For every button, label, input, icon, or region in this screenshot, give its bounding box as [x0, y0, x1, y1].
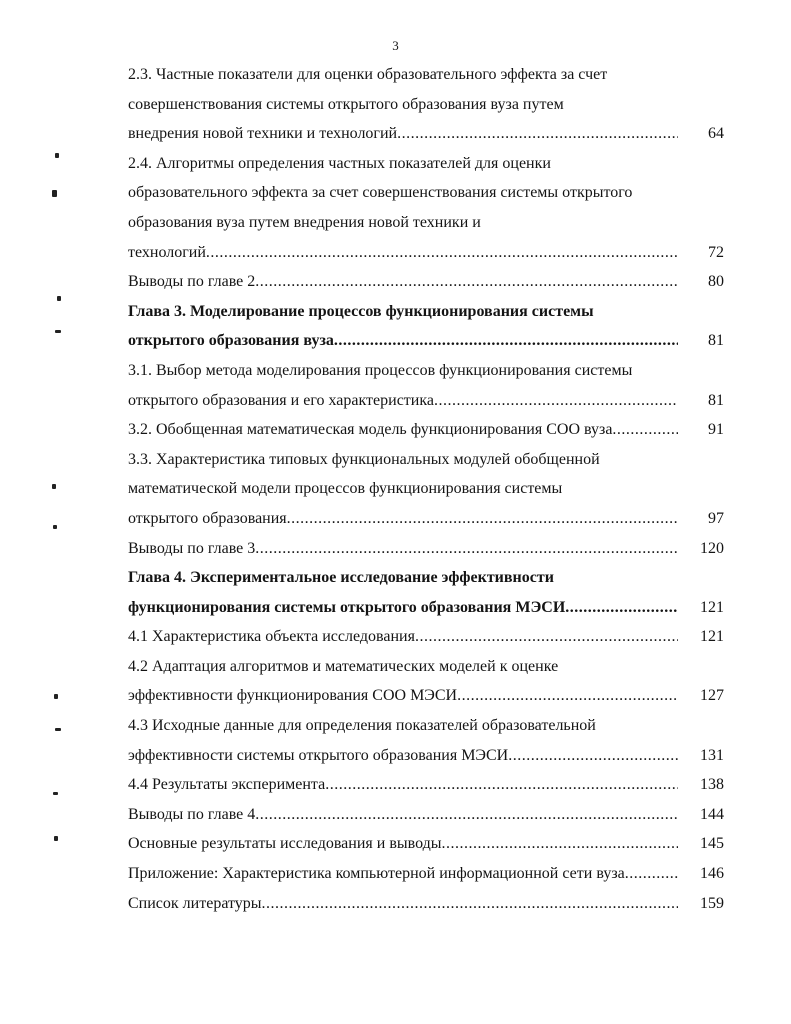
scan-artifact — [54, 836, 58, 841]
toc-entry-last-line — [128, 593, 724, 623]
toc-entry-title: эффективности функционирования СОО МЭСИ — [128, 687, 458, 705]
toc-entry-line: математической модели процессов функционирования системы — [128, 480, 563, 498]
toc-entry-line: Глава 3. Моделирование процессов функционирования системы — [128, 302, 594, 320]
toc-entry — [128, 889, 724, 919]
toc-entry — [128, 445, 724, 534]
toc-entry-title: 3.2. Обобщенная математическая модель функционирования СОО вуза — [128, 421, 613, 439]
toc-entry-line: Глава 4. Экспериментальное исследование эффективности — [128, 569, 554, 587]
scan-artifact — [52, 484, 56, 489]
toc-entry-title: Выводы по главе 3 — [128, 539, 256, 557]
toc-entry-line: совершенствования системы открытого образования вуза путем — [128, 95, 564, 113]
toc-entry — [128, 356, 724, 415]
toc-entry — [128, 267, 724, 297]
dot-leader — [625, 859, 678, 889]
scan-artifact — [55, 330, 61, 333]
toc-entry-line: 3.1. Выбор метода моделирования процессов функционирования системы — [128, 361, 633, 379]
toc-entry — [128, 534, 724, 564]
toc-entry-title: Выводы по главе 4 — [128, 805, 256, 823]
toc-entry-title: 4.1 Характеристика объекта исследования — [128, 628, 415, 646]
dot-leader — [442, 829, 678, 859]
scan-artifact — [53, 525, 57, 529]
toc-entry-line: 4.2 Адаптация алгоритмов и математических моделей к оценке — [128, 657, 559, 675]
dot-leader — [457, 681, 678, 711]
toc-entry-title: Список литературы — [128, 894, 262, 912]
scan-artifact — [55, 728, 61, 731]
toc-page-number: 121 — [700, 598, 724, 616]
toc-entry-last-line — [128, 770, 724, 800]
scan-artifact — [57, 296, 61, 301]
toc-entry-last-line — [128, 326, 724, 356]
toc-entry-last-line — [128, 800, 724, 830]
toc-entry-last-line — [128, 415, 724, 445]
toc-page-number: 64 — [708, 125, 724, 143]
toc-entry-title: Выводы по главе 2 — [128, 273, 256, 291]
toc-page-number: 145 — [700, 835, 724, 853]
dot-leader — [255, 534, 678, 564]
scan-artifact — [52, 190, 57, 197]
dot-leader — [565, 593, 678, 623]
toc-entry-line: 2.3. Частные показатели для оценки образовательного эффекта за счет — [128, 66, 608, 83]
page-number: 3 — [392, 38, 399, 53]
toc-entry-last-line — [128, 859, 724, 889]
toc-entry-title: открытого образования вуза — [128, 332, 334, 350]
toc-page-number: 97 — [708, 509, 724, 527]
toc-entry — [128, 415, 724, 445]
toc-entry-last-line — [128, 534, 724, 564]
toc-entry-last-line — [128, 829, 724, 859]
toc-page-number: 81 — [708, 332, 724, 350]
table-of-contents — [128, 60, 724, 918]
toc-page-number: 146 — [700, 865, 724, 883]
toc-page-number: 91 — [708, 421, 724, 439]
dot-leader — [255, 800, 678, 830]
toc-page-number: 80 — [708, 273, 724, 291]
toc-entry-last-line — [128, 119, 724, 149]
toc-entry — [128, 770, 724, 800]
scan-artifact — [55, 153, 59, 158]
toc-entry-last-line — [128, 267, 724, 297]
toc-entry-last-line — [128, 681, 724, 711]
dot-leader — [334, 326, 678, 356]
toc-entry-line: образовательного эффекта за счет совершенствования системы открытого — [128, 184, 633, 202]
toc-entry-line: 2.4. Алгоритмы определения частных показателей для оценки — [128, 154, 551, 172]
toc-entry — [128, 297, 724, 356]
toc-entry — [128, 829, 724, 859]
toc-entry — [128, 711, 724, 770]
toc-entry-title: Основные результаты исследования и выводы — [128, 835, 442, 853]
toc-entry — [128, 149, 724, 267]
scan-artifact — [54, 694, 58, 699]
toc-entry-title: Приложение: Характеристика компьютерной информационной сети вуза — [128, 865, 625, 883]
toc-entry-title: эффективности системы открытого образования МЭСИ — [128, 746, 509, 764]
toc-page-number: 131 — [700, 746, 724, 764]
dot-leader — [397, 119, 678, 149]
toc-page-number: 127 — [700, 687, 724, 705]
toc-entry — [128, 800, 724, 830]
scan-artifact — [53, 792, 58, 795]
toc-page-number: 121 — [700, 628, 724, 646]
toc-entry-last-line — [128, 386, 724, 416]
toc-entry-title: функционирования системы открытого образования МЭСИ — [128, 598, 566, 616]
toc-entry-title: 4.4 Результаты эксперимента — [128, 776, 326, 794]
toc-entry-last-line — [128, 889, 724, 919]
dot-leader — [287, 504, 678, 534]
dot-leader — [206, 238, 678, 268]
toc-entry-line: 3.3. Характеристика типовых функциональных модулей обобщенной — [128, 450, 600, 468]
toc-entry-title: технологий — [128, 243, 206, 261]
toc-entry — [128, 60, 724, 149]
toc-entry — [128, 563, 724, 622]
toc-page-number: 159 — [700, 894, 724, 912]
dot-leader — [434, 386, 678, 416]
toc-entry-last-line — [128, 504, 724, 534]
dot-leader — [415, 622, 678, 652]
toc-entry-title: открытого образования — [128, 509, 287, 527]
dot-leader — [508, 741, 678, 771]
toc-page-number: 144 — [700, 805, 724, 823]
dot-leader — [262, 889, 678, 919]
dot-leader — [325, 770, 678, 800]
toc-entry-last-line — [128, 622, 724, 652]
toc-entry — [128, 622, 724, 652]
toc-entry — [128, 652, 724, 711]
dot-leader — [255, 267, 678, 297]
toc-page-number: 138 — [700, 776, 724, 794]
toc-page-number: 72 — [708, 243, 724, 261]
toc-entry-line: 4.3 Исходные данные для определения показателей образовательной — [128, 717, 596, 735]
toc-entry-title: внедрения новой техники и технологий — [128, 125, 398, 143]
toc-page-number: 120 — [700, 539, 724, 557]
dot-leader — [612, 415, 678, 445]
toc-page-number: 81 — [708, 391, 724, 409]
toc-entry-last-line — [128, 741, 724, 771]
toc-entry-title: открытого образования и его характеристика — [128, 391, 434, 409]
toc-entry — [128, 859, 724, 889]
toc-entry-line: образования вуза путем внедрения новой техники и — [128, 213, 481, 231]
toc-entry-last-line — [128, 238, 724, 268]
